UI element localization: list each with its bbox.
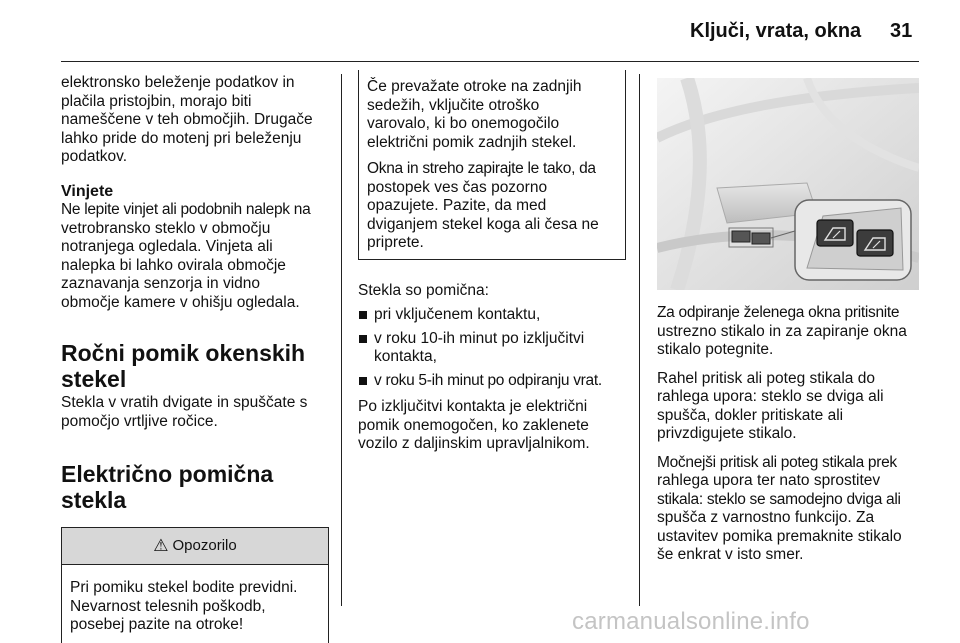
window-switch-illustration: [657, 78, 919, 290]
ignition-off-paragraph: Po izključitvi kontakta je električni pomik onemogočen, ko zaklenete vozilo z daljinskim upravljalnikom.: [358, 398, 590, 452]
light-press-paragraph: Rahel pritisk ali poteg stikala do rahlega upora: steklo se dviga ali spušča, dokler pritiskate ali privzdigujete stikalo.: [657, 369, 884, 442]
warning-continuation-box: [358, 70, 626, 260]
movable-conditions-list: [358, 306, 626, 390]
page-number: 31: [890, 20, 913, 42]
list-item: pri vključenem kontaktu,: [358, 306, 626, 325]
open-close-paragraph: Za odpiranje želenega okna pritisnite ustrezno stikalo in za zapiranje okna stikalo potegnite.: [657, 304, 907, 358]
child-lock-paragraph: Če prevažate otroke na zadnjih sedežih, vključite otroško varovalo, ki bo onemogočilo električni pomik zadnjih stekel.: [367, 78, 582, 151]
list-item: v roku 5-ih minut po odpiranju vrat.: [358, 372, 626, 391]
page-title: Ključi, vrata, okna: [690, 20, 862, 42]
manual-windows-heading: Ročni pomik okenskih stekel: [61, 340, 306, 392]
warning-triangle-icon: ⚠: [153, 535, 169, 555]
column-divider-2: [639, 74, 640, 606]
strong-press-paragraph: Močnejši pritisk ali poteg stikala prek rahlega upora ter nato sprostitev stikala: steklo se samodejno dviga ali spušča z varnostno funkcijo. Za ustavitev pomika premaknite stikalo še enkrat v isto smer.: [657, 453, 902, 563]
column-middle: [358, 74, 626, 464]
warning-header: [62, 527, 328, 565]
electric-windows-heading: Električno pomična stekla: [61, 461, 274, 513]
watermark: carmanualsonline.info: [572, 608, 810, 635]
vinjete-paragraph: Ne lepite vinjet ali podobnih nalepk na vetrobransko steklo v območju notranjega ogledala. Vinjeta ali nalepka bi lahko ovirala območje zaznavanja senzorja in vidno območje kamere v ohišju ogledala.: [61, 201, 311, 311]
manual-windows-paragraph: Stekla v vratih dvigate in spuščate s pomočjo vrtljive ročice.: [61, 394, 308, 430]
column-left: [61, 74, 329, 643]
vinjete-heading: Vinjete: [61, 182, 114, 200]
header-divider: [61, 61, 919, 62]
column-right: [657, 74, 923, 575]
warning-title: Opozorilo: [172, 536, 237, 554]
intro-paragraph: elektronsko beleženje podatkov in plačila pristojbin, morajo biti nameščene v teh območjih. Drugače lahko pride do motenj pri beleženju podatkov.: [61, 74, 313, 165]
warning-body: Pri pomiku stekel bodite previdni. Nevarnost telesnih poškodb, posebej pazite na otroke!: [70, 579, 298, 633]
movable-intro: Stekla so pomična:: [358, 281, 489, 299]
closing-caution-paragraph: Okna in streho zapirajte le tako, da postopek ves čas pozorno opazujete. Pazite, da med dviganjem stekel koga ali česa ne priprete.: [367, 160, 599, 251]
list-item: v roku 10-ih minut po izključitvi kontakta,: [358, 330, 626, 367]
column-divider-1: [341, 74, 342, 606]
warning-box: [61, 527, 329, 643]
